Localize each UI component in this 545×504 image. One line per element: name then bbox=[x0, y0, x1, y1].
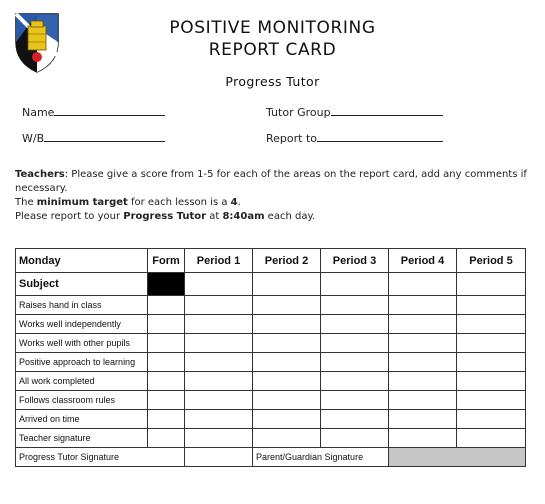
score-cell[interactable] bbox=[389, 353, 457, 372]
table-row bbox=[16, 429, 526, 448]
score-cell[interactable] bbox=[185, 334, 253, 353]
score-cell[interactable] bbox=[389, 391, 457, 410]
column-header: Period 4 bbox=[389, 249, 457, 273]
score-cell[interactable] bbox=[148, 334, 185, 353]
score-cell[interactable] bbox=[457, 334, 526, 353]
score-cell[interactable] bbox=[321, 410, 389, 429]
instruction-text-2c: . bbox=[237, 197, 241, 208]
score-cell[interactable] bbox=[457, 372, 526, 391]
score-cell[interactable] bbox=[321, 334, 389, 353]
instruction-text-3a: Please report to your bbox=[15, 211, 124, 222]
instruction-text-2b: for each lesson is a bbox=[127, 197, 231, 208]
report-to-field[interactable] bbox=[266, 130, 443, 145]
column-header: Period 2 bbox=[253, 249, 321, 273]
wb-field[interactable] bbox=[22, 130, 165, 145]
criteria-label: Follows classroom rules bbox=[16, 391, 148, 410]
table-row bbox=[16, 410, 526, 429]
criteria-label: All work completed bbox=[16, 372, 148, 391]
table-row bbox=[16, 334, 526, 353]
score-cell[interactable] bbox=[253, 391, 321, 410]
score-cell[interactable] bbox=[185, 429, 253, 448]
score-cell[interactable] bbox=[457, 429, 526, 448]
table-header-row bbox=[16, 249, 526, 273]
score-cell[interactable] bbox=[253, 334, 321, 353]
criteria-label: Works well independently bbox=[16, 315, 148, 334]
score-cell[interactable] bbox=[185, 410, 253, 429]
subject-cell[interactable] bbox=[457, 273, 526, 296]
score-cell[interactable] bbox=[185, 296, 253, 315]
day-header: Monday bbox=[16, 249, 148, 273]
score-cell[interactable] bbox=[253, 410, 321, 429]
instruction-text-3b: at bbox=[206, 211, 223, 222]
criteria-label: Teacher signature bbox=[16, 429, 148, 448]
score-cell[interactable] bbox=[185, 353, 253, 372]
table-row bbox=[16, 296, 526, 315]
minimum-target-value: 4 bbox=[230, 197, 238, 208]
score-cell[interactable] bbox=[185, 372, 253, 391]
score-cell[interactable] bbox=[185, 315, 253, 334]
score-cell[interactable] bbox=[321, 429, 389, 448]
tutor-group-label: Tutor Group bbox=[266, 106, 331, 119]
subject-cell[interactable] bbox=[321, 273, 389, 296]
column-header: Period 1 bbox=[185, 249, 253, 273]
subtitle: Progress Tutor bbox=[225, 74, 320, 89]
table-row bbox=[16, 353, 526, 372]
subject-label: Subject bbox=[16, 273, 148, 296]
wb-label: W/B bbox=[22, 132, 45, 145]
instruction-text-3c: each day. bbox=[264, 211, 316, 222]
table-row bbox=[16, 315, 526, 334]
score-cell[interactable] bbox=[457, 410, 526, 429]
instructions bbox=[15, 168, 530, 224]
score-cell[interactable] bbox=[321, 391, 389, 410]
title-line-2: REPORT CARD bbox=[208, 40, 337, 60]
column-header: Form bbox=[148, 249, 185, 273]
report-to-label: Report to bbox=[266, 132, 318, 145]
score-cell[interactable] bbox=[148, 315, 185, 334]
name-field[interactable] bbox=[22, 104, 165, 119]
score-cell[interactable] bbox=[148, 391, 185, 410]
score-cell[interactable] bbox=[457, 353, 526, 372]
score-cell[interactable] bbox=[321, 372, 389, 391]
progress-tutor-label: Progress Tutor bbox=[123, 211, 207, 222]
parent-signature-cell[interactable] bbox=[389, 448, 526, 467]
table-row bbox=[16, 391, 526, 410]
score-cell[interactable] bbox=[253, 296, 321, 315]
instruction-line-1 bbox=[15, 168, 530, 196]
name-label: Name bbox=[22, 106, 55, 119]
column-header: Period 3 bbox=[321, 249, 389, 273]
score-cell[interactable] bbox=[148, 296, 185, 315]
score-cell[interactable] bbox=[253, 372, 321, 391]
instruction-line-2 bbox=[15, 196, 530, 210]
progress-tutor-signature-label: Progress Tutor Signature bbox=[16, 448, 185, 467]
score-cell[interactable] bbox=[389, 429, 457, 448]
subject-cell[interactable] bbox=[185, 273, 253, 296]
subject-row bbox=[16, 273, 526, 296]
score-cell[interactable] bbox=[389, 296, 457, 315]
criteria-label: Arrived on time bbox=[16, 410, 148, 429]
criteria-label: Works well with other pupils bbox=[16, 334, 148, 353]
title-line-1: POSITIVE MONITORING bbox=[169, 18, 376, 38]
score-cell[interactable] bbox=[148, 410, 185, 429]
tutor-group-field[interactable] bbox=[266, 104, 443, 119]
blocked-cell bbox=[148, 273, 185, 296]
report-time: 8:40am bbox=[222, 211, 265, 222]
score-cell[interactable] bbox=[253, 429, 321, 448]
criteria-label: Positive approach to learning bbox=[16, 353, 148, 372]
score-cell[interactable] bbox=[389, 334, 457, 353]
criteria-label: Raises hand in class bbox=[16, 296, 148, 315]
score-cell[interactable] bbox=[148, 372, 185, 391]
score-cell[interactable] bbox=[148, 429, 185, 448]
subject-cell[interactable] bbox=[389, 273, 457, 296]
subject-cell[interactable] bbox=[253, 273, 321, 296]
score-cell[interactable] bbox=[321, 296, 389, 315]
teachers-label: Teachers bbox=[15, 169, 65, 180]
name-line[interactable] bbox=[54, 104, 165, 116]
instruction-line-3 bbox=[15, 210, 530, 224]
wb-line[interactable] bbox=[44, 130, 165, 142]
report-to-line[interactable] bbox=[317, 130, 443, 142]
score-cell[interactable] bbox=[457, 315, 526, 334]
score-cell[interactable] bbox=[321, 353, 389, 372]
minimum-target-label: minimum target bbox=[36, 197, 128, 208]
score-cell[interactable] bbox=[389, 410, 457, 429]
signature-row bbox=[16, 448, 526, 467]
score-cell[interactable] bbox=[457, 296, 526, 315]
score-cell[interactable] bbox=[185, 391, 253, 410]
instruction-text-1: : Please give a score from 1-5 for each of the areas on the report card, add any comments if necessary. bbox=[15, 169, 527, 194]
score-cell[interactable] bbox=[457, 391, 526, 410]
score-cell[interactable] bbox=[389, 315, 457, 334]
score-cell[interactable] bbox=[148, 353, 185, 372]
progress-tutor-signature-cell[interactable] bbox=[185, 448, 253, 467]
score-cell[interactable] bbox=[253, 315, 321, 334]
table-row bbox=[16, 372, 526, 391]
column-header: Period 5 bbox=[457, 249, 526, 273]
parent-signature-label: Parent/Guardian Signature bbox=[253, 448, 389, 467]
score-cell[interactable] bbox=[389, 372, 457, 391]
instruction-text-2a: The bbox=[15, 197, 37, 208]
score-cell[interactable] bbox=[253, 353, 321, 372]
report-table bbox=[15, 248, 526, 467]
score-cell[interactable] bbox=[321, 315, 389, 334]
tutor-group-line[interactable] bbox=[331, 104, 443, 116]
